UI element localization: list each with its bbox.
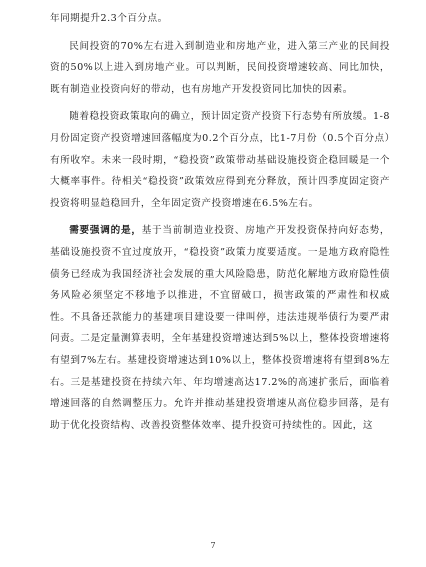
paragraph-3-text: 随着稳投资政策取向的确立，预计固定资产投资下行态势有所放缓。1-8月份固定资产投资增速回落幅度为0.2个百分点，比1-7月份（0.5个百分点）有所收窄。未来一段时期，“稳投资”政策带动基础设施投资企稳回暖是一个大概率事件。待相关“稳投资”政策效应得到充分释放，预计四季度固定资产投资将明显趋稳回升，全年固定资产投资增速在6.5%左右。 xyxy=(50,111,390,209)
paragraph-1-text: 年同期提升2.3个百分点。 xyxy=(50,13,168,24)
paragraph-4 xyxy=(50,220,390,436)
page-number: 7 xyxy=(210,541,216,550)
document-body xyxy=(50,8,390,442)
paragraph-1 xyxy=(50,8,390,30)
paragraph-3 xyxy=(50,106,390,214)
paragraph-2-text: 民间投资的70%左右进入到制造业和房地产业，进入第三产业的民间投资的50%以上进入到房地产业。可以判断，民间投资增速较高、同比加快，既有制造业投资向好的带动，也有房地产开发投资同比加快的因素。 xyxy=(50,40,390,95)
paragraph-4-text: 基于当前制造业投资、房地产开发投资保持向好态势，基础设施投资不宜过度放开，“稳投资”政策力度要适度。一是地方政府隐性债务已经成为我国经济社会发展的重大风险隐患，防范化解地方政府隐性债务风险必须坚定不移地予以推进，不宜留破口，损害政策的严肃性和权威性。不具备还款能力的基建项目建设要一律叫停，违法违规举债行为要严肃问责。二是定量测算表明，全年基建投资增速达到5%以上，整体投资增速将有望到7%左右。基建投资增速达到10%以上，整体投资增速将有望到8%左右。三是基建投资在持续六年、年均增速高达17.2%的高速扩张后，面临着增速回落的自然调整压力。允许并推动基建投资增速从高位稳步回落，是有助于优化投资结构、改善投资整体效率、提升投资可持续性的。因此，这 xyxy=(50,225,391,431)
paragraph-4-lead: 需要强调的是， xyxy=(69,225,142,237)
paragraph-2 xyxy=(50,36,390,101)
